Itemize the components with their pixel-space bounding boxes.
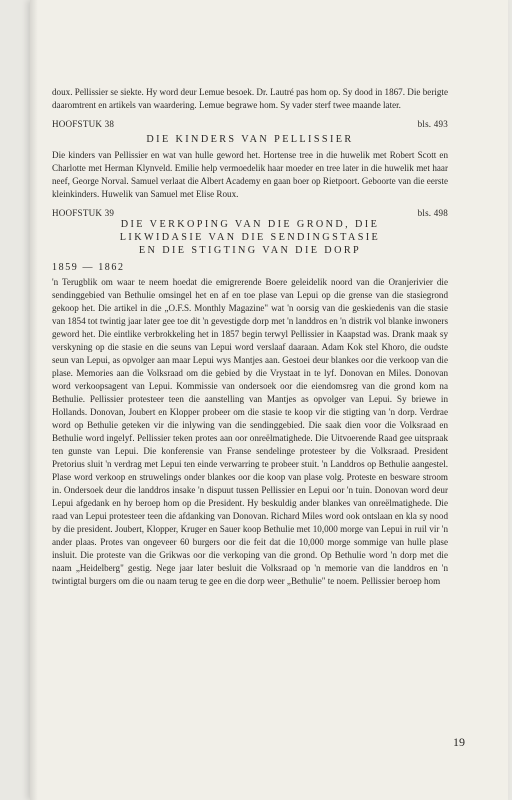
- chapter-39-title-line: DIE VERKOPING VAN DIE GROND, DIE: [120, 219, 380, 230]
- chapter-39-title: [52, 218, 448, 257]
- chapter-39-label: HOOFSTUK 39: [52, 208, 115, 218]
- chapter-39-title-line: EN DIE STIGTING VAN DIE DORP: [138, 245, 362, 256]
- chapter-39-title-line: LIKWIDASIE VAN DIE SENDINGSTASIE: [119, 232, 381, 243]
- chapter-39-page-ref: bls. 498: [417, 208, 448, 218]
- chapter-38-title: DIE KINDERS VAN PELLISSIER: [146, 134, 354, 145]
- previous-chapter-tail: doux. Pellissier se siekte. Hy word deur Lemue besoek. Dr. Lautré pas hom op. Sy dood in 1867. Die berigte daaromtrent en artikels van waardering. Lemue begrawe hom. Sy vader sterf twee maande later.: [52, 87, 448, 110]
- chapter-38-label: HOOFSTUK 38: [52, 119, 115, 129]
- page-number: 19: [453, 735, 465, 749]
- chapter-39-header: [52, 207, 448, 220]
- chapter-38-summary: Die kinders van Pellissier en wat van hulle geword het. Hortense tree in die huwelik met Robert Scott en Charlotte met Herman Klynveld. Emilie help vermoedelik haar moeder en tree later in die huwelik met haar neef, George Norval. Samuel verlaat die Albert Academy en gaan boer op Rietpoort. Geboorte van die eerste kleinkinders. Huwelik van Samuel met Elise Roux.: [52, 150, 448, 199]
- page-content: [52, 86, 465, 749]
- page-gutter-shadow: [30, 0, 38, 800]
- chapter-39-summary: 'n Terugblik om waar te neem hoedat die emigrerende Boere geleidelik noord van die Oranjerivier die sendinggebied van Bethulie omsingel het en af en toe plase van Lepui op die grense van die stasiegrond gekoop het. Die artikel in die „O.F.S. Monthly Magazine" wat 'n oorsig van die geskiedenis van die stasie van 1854 tot twintig jaar later gee toe dit 'n gevestigde dorp met 'n landdros en 'n distrik vol blanke inwoners geword het. Die eintlike verbrokkeling het in 1857 begin terwyl Pellissier in Kaapstad was. Drank maak sy verskyning op die stasie en die seuns van Lepui word verslaaf daaraan. Adam Kok stel Khoro, die oudste seun van Lepui, as opvolger aan maar Lepui wys Mantjes aan. Gestoei deur blankes oor die verkoop van die plase. Memories aan die Volksraad om die gebied by die Vrystaat in te lyf. Donovan en Miles. Donovan word verkoopsagent van Lepui. Kommissie van ondersoek oor die eiendomsreg van die grond kom na Bethulie. Pellissier protesteer teen die aanstelling van Mantjes as opvolger van Lepui. Sy briewe in Hollands. Donovan, Joubert en Klopper probeer om die stasie te koop vir die stigting van 'n dorp. Verdrae word op Bethulie geteken vir die inlywing van die sendinggebied. Die saak dien voor die Volksraad en Bethulie word ingelyf. Pellissier teken protes aan oor onreëlmatighede. Die Uitvoerende Raad gee uitspraak ten gunste van Lepui. Die konferensie van Franse sendelinge protesteer by die Volksraad. President Pretorius sluit 'n verdrag met Lepui ten einde verwarring te probeer stuit. 'n Landdros op Bethulie aangestel. Plase word verkoop en struwelings onder blankes oor die koop van plase volg. Proteste en besware stroom in. Ondersoek deur die landdros insake 'n dispuut tussen Pellissier en Lepui oor 'n tuin. Donovan word deur Lepui afgedank en hy beroep hom op die President. Hy beskuldig ander blankes van onreëlmatighede. Die raad van Lepui protesteer teen die afdanking van Donovan. Richard Miles word ook ontslaan en kla sy nood by die president. Joubert, Klopper, Kruger en Sauer koop Bethulie met 10,000 morge van Lepui in ruil vir 'n ander plaas. Protes van ongeveer 60 burgers oor die feit dat die 10,000 morge sommige van hulle plase insluit. Die proteste van die Grikwas oor die verkoping van die grond. Op Bethulie word 'n dorp met die naam „Heidelberg" gestig. Nege jaar later besluit die Volksraad op 'n memorie van die landdros en 'n twintigtal burgers om die ou naam terug te gee en die dorp weer „Bethulie" te noem. Pellissier beroep hom: [52, 277, 448, 586]
- chapter-38-page-ref: bls. 493: [417, 119, 448, 129]
- chapter-38-header: [52, 118, 448, 131]
- chapter-39-date-range: 1859 — 1862: [52, 262, 125, 273]
